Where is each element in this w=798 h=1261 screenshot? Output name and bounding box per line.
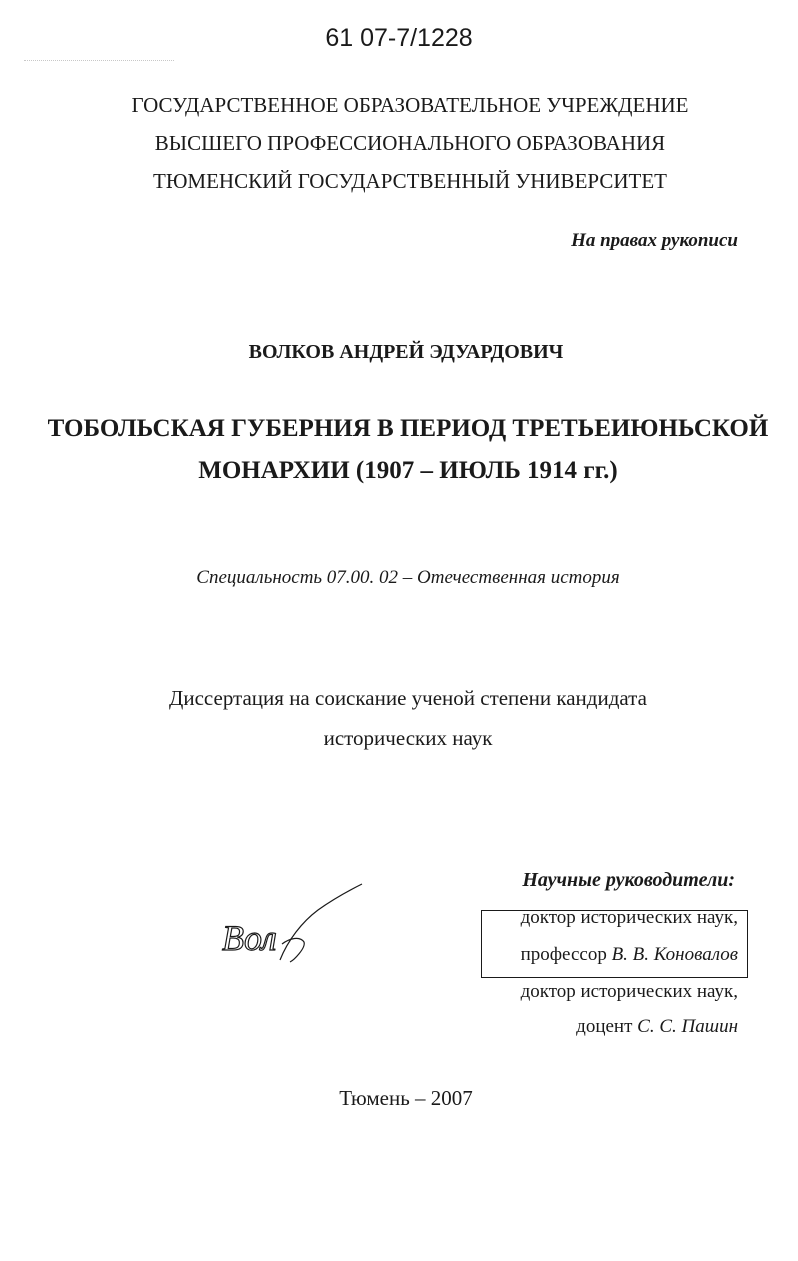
- title-line-1: ТОБОЛЬСКАЯ ГУБЕРНИЯ В ПЕРИОД ТРЕТЬЕИЮНЬСКОЙ: [47, 415, 769, 442]
- supervisor-2-degree: доктор исторических наук,: [520, 981, 738, 1002]
- institution-block: [0, 86, 798, 200]
- degree-line-2: исторических наук: [323, 726, 493, 750]
- author-name: ВОЛКОВ АНДРЕЙ ЭДУАРДОВИЧ: [248, 341, 564, 363]
- supervisor-1-position: профессор: [520, 944, 607, 965]
- title-line-2: МОНАРХИИ (1907 – ИЮЛЬ 1914 гг.): [198, 457, 618, 484]
- supervisor-2-position: доцент: [576, 1016, 633, 1037]
- supervisor-1-degree: доктор исторических наук,: [520, 907, 738, 928]
- signature-text: Вол: [222, 918, 277, 958]
- city-year: Тюмень – 2007: [339, 1086, 473, 1110]
- manuscript-rights-note: На правах рукописи: [571, 230, 738, 251]
- degree-line-1: Диссертация на соискание ученой степени кандидата: [169, 686, 647, 710]
- institution-line-3: ТЮМЕНСКИЙ ГОСУДАРСТВЕННЫЙ УНИВЕРСИТЕТ: [153, 169, 667, 193]
- supervisors-heading: Научные руководители:: [522, 869, 735, 891]
- institution-line-1: ГОСУДАРСТВЕННОЕ ОБРАЗОВАТЕЛЬНОЕ УЧРЕЖДЕНИЕ: [131, 93, 689, 117]
- signature: [220, 880, 370, 970]
- supervisor-1-title: [521, 944, 738, 966]
- institution-line-2: ВЫСШЕГО ПРОФЕССИОНАЛЬНОГО ОБРАЗОВАНИЯ: [154, 131, 666, 155]
- supervisor-2-title: [576, 1016, 738, 1038]
- scan-artifact: [24, 60, 174, 63]
- degree-statement: [0, 678, 798, 758]
- archive-code: 61 07-7/1228: [325, 24, 473, 52]
- supervisor-2-name: С. С. Пашин: [637, 1016, 738, 1037]
- supervisor-1-name: В. В. Коновалов: [611, 944, 738, 965]
- specialty: Специальность 07.00. 02 – Отечественная история: [196, 567, 620, 588]
- dissertation-title: [0, 408, 798, 492]
